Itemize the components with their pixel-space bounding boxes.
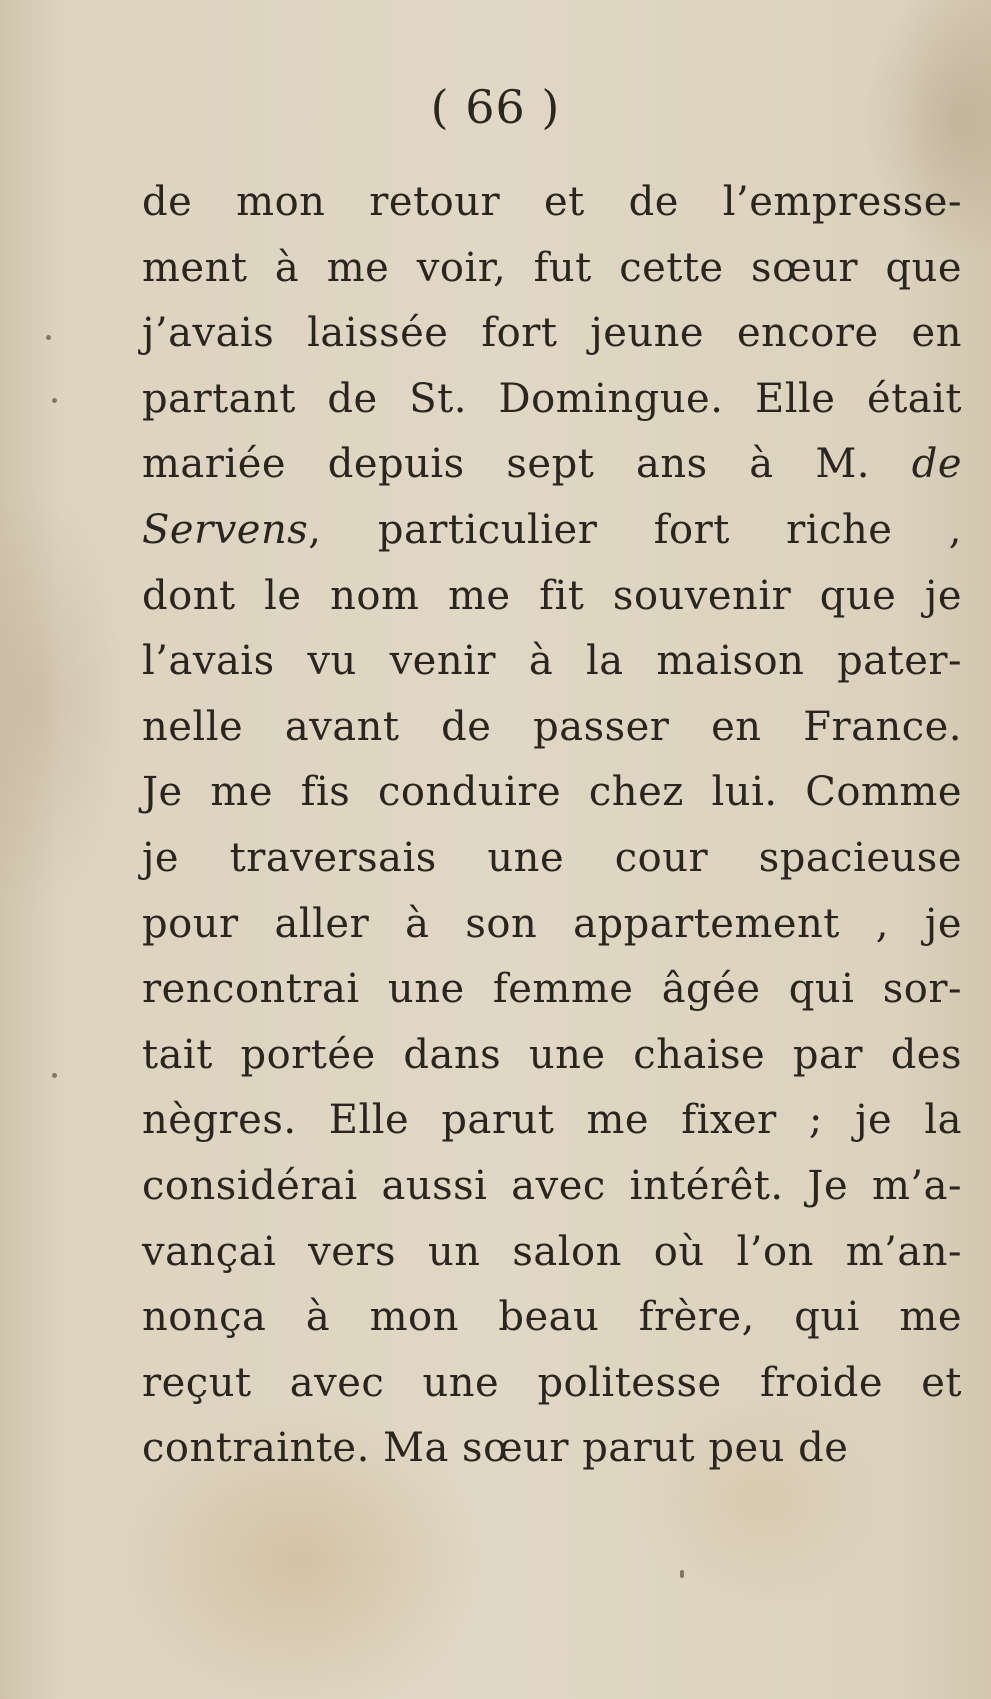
text-line-18: nonça à mon beau frère, qui me xyxy=(142,1294,962,1341)
text-line-2: ment à me voir, fut cette sœur que xyxy=(142,244,962,291)
text-line-20: contrainte. Ma sœur parut peu de xyxy=(142,1425,849,1472)
text-line-19: reçut avec une politesse froide et xyxy=(142,1359,962,1406)
text-line-16: considérai aussi avec intérêt. Je m’a- xyxy=(142,1162,962,1209)
text-line-6-italic: Servens xyxy=(142,506,309,553)
text-line-6-rest: , particulier fort riche , xyxy=(308,506,962,553)
ink-speck xyxy=(46,335,51,340)
text-line-12: pour aller à son appartement , je xyxy=(142,900,962,947)
text-line-14: tait portée dans une chaise par des xyxy=(142,1031,962,1078)
text-line-6 xyxy=(142,498,962,564)
page-body-text xyxy=(142,170,962,1482)
text-line-1: de mon retour et de l’empresse- xyxy=(142,179,962,225)
text-line-13: rencontrai une femme âgée qui sor- xyxy=(142,966,962,1013)
ink-speck xyxy=(52,398,57,403)
text-line-11: je traversais une cour spacieuse xyxy=(142,834,962,881)
ink-speck xyxy=(52,1073,57,1078)
text-line-5-italic: de xyxy=(911,441,963,488)
text-line-10: Je me fis conduire chez lui. Comme xyxy=(142,769,962,816)
ink-speck xyxy=(680,1570,684,1578)
text-line-9: nelle avant de passer en France. xyxy=(142,703,962,750)
text-line-3: j’avais laissée fort jeune encore en xyxy=(142,310,962,357)
text-line-8: l’avais vu venir à la maison pater- xyxy=(142,638,962,685)
text-line-7: dont le nom me fit souvenir que je xyxy=(142,572,962,619)
text-line-15: nègres. Elle parut me fixer ; je la xyxy=(142,1097,962,1144)
text-line-4: partant de St. Domingue. Elle était xyxy=(142,375,962,422)
text-line-5 xyxy=(142,432,962,498)
text-line-17: vançai vers un salon où l’on m’an- xyxy=(142,1228,962,1275)
page-number: ( 66 ) xyxy=(430,80,561,134)
text-line-5-main: mariée depuis sept ans à M. xyxy=(142,441,871,488)
